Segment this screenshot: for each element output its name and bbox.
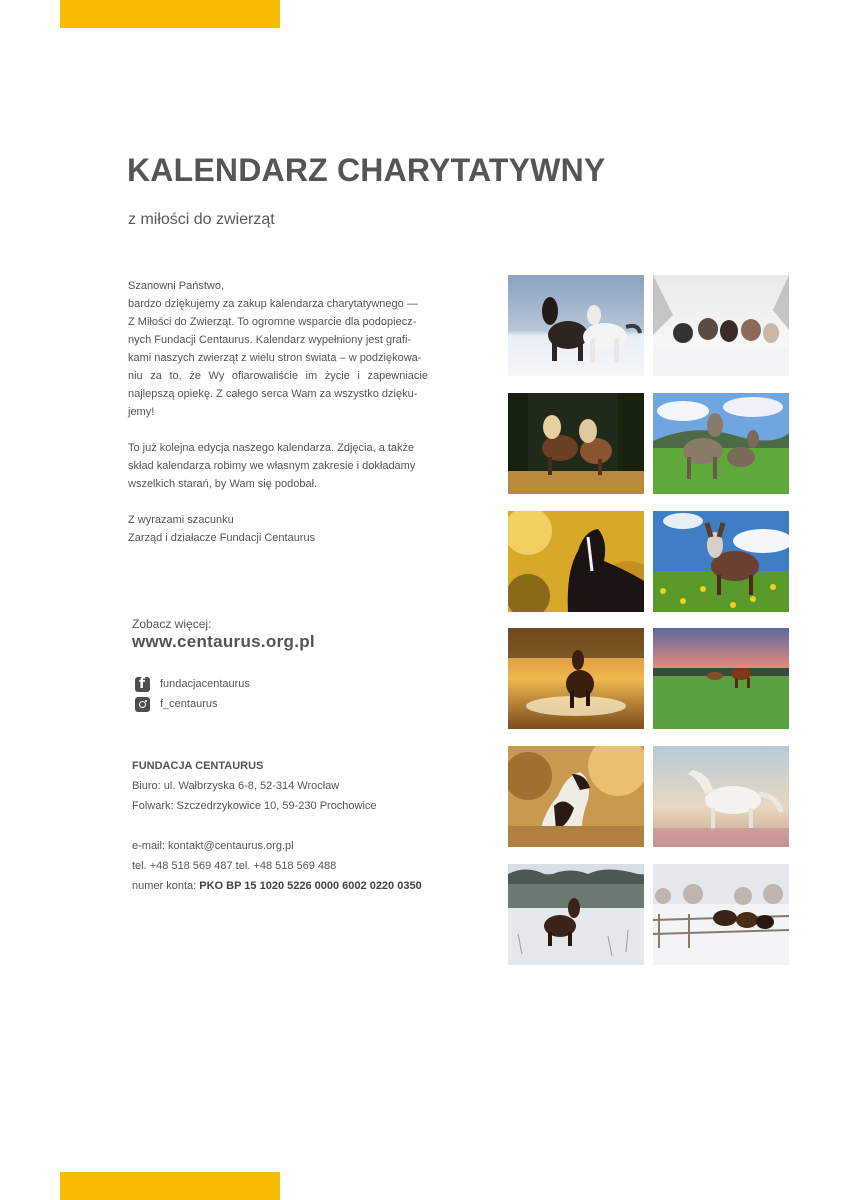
letter-line: To już kolejna edycja naszego kalendarza. Zdjęcia, a także	[128, 442, 415, 454]
instagram-link[interactable]	[135, 696, 385, 712]
letter-paragraph-2	[128, 439, 428, 493]
org-name: FUNDACJA CENTAURUS	[132, 760, 264, 772]
photo-image	[653, 864, 789, 965]
photo-image	[653, 275, 789, 376]
letter-line: Z Miłości do Zwierząt. To ogromne wsparcie dla podopiecz-	[128, 316, 417, 328]
facebook-handle: fundacjacentaurus	[160, 678, 250, 690]
letter-paragraph-1	[128, 277, 428, 421]
photo-herd-snow	[653, 275, 789, 376]
farm-address: Folwark: Szczedrzykowice 10, 59-230 Prochowice	[132, 800, 377, 812]
letter-line: Z wyrazami szacunku	[128, 514, 234, 526]
photo-donkey-flowers	[653, 511, 789, 612]
photo-image	[653, 393, 789, 494]
photo-horses-snow-fence	[653, 864, 789, 965]
photo-image	[653, 628, 789, 729]
photo-image	[508, 511, 644, 612]
photo-image	[508, 864, 644, 965]
phone-line: tel. +48 518 569 487 tel. +48 518 569 488	[132, 860, 337, 872]
letter-line: bardzo dziękujemy za zakup kalendarza charytatywnego —	[128, 298, 418, 310]
page-title: KALENDARZ CHARYTATYWNY	[127, 152, 606, 188]
instagram-handle: f_centaurus	[160, 698, 218, 710]
photo-pinto-grass	[508, 746, 644, 847]
photo-ponies-forest	[508, 393, 644, 494]
see-more-label: Zobacz więcej:	[132, 617, 212, 631]
letter-line: Zarząd i działacze Fundacji Centaurus	[128, 532, 316, 544]
letter-body	[128, 277, 428, 565]
photo-image	[653, 746, 789, 847]
email-line: e-mail: kontakt@centaurus.org.pl	[132, 840, 294, 852]
letter-line: najlepszą opiekę. Z całego serca Wam za wszystko dzięku-	[128, 388, 418, 400]
accent-bar-top	[60, 0, 280, 28]
letter-line: niu za to, że Wy ofiarowaliście im życie i zapewniacie	[128, 370, 428, 382]
letter-line: nych Fundacji Centaurus. Kalendarz wypełniony jest grafi-	[128, 334, 412, 346]
letter-line: wszelkich starań, by Wam się podobał.	[128, 478, 318, 490]
photo-white-horse	[653, 746, 789, 847]
facebook-icon	[135, 677, 150, 692]
photo-image	[508, 746, 644, 847]
instagram-icon	[135, 697, 150, 712]
letter-line: kami naszych zwierząt z wielu stron świata – w podziękowa-	[128, 352, 422, 364]
photo-ponies-snow	[508, 275, 644, 376]
photo-image	[508, 275, 644, 376]
letter-closing	[128, 511, 428, 547]
website-link[interactable]: www.centaurus.org.pl	[132, 632, 315, 651]
photo-horses-sunset	[653, 628, 789, 729]
photo-donkeys-meadow	[653, 393, 789, 494]
accent-bar-bottom	[60, 1172, 280, 1200]
page-subtitle: z miłości do zwierząt	[128, 211, 275, 228]
photo-horse-water	[508, 628, 644, 729]
letter-greeting: Szanowni Państwo,	[128, 280, 224, 292]
letter-line: skład kalendarza robimy we własnym zakresie i dokładamy	[128, 460, 416, 472]
account-label: numer konta:	[132, 880, 200, 892]
contact-block	[132, 756, 452, 896]
photo-image	[653, 511, 789, 612]
account-line	[132, 876, 452, 896]
letter-line: jemy!	[128, 406, 155, 418]
account-number: PKO BP 15 1020 5226 0000 6002 0220 0350	[199, 880, 422, 892]
office-address: Biuro: ul. Wałbrzyska 6-8, 52-314 Wrocław	[132, 780, 340, 792]
facebook-link[interactable]	[135, 676, 385, 692]
photo-pony-frost	[508, 864, 644, 965]
photo-horse-autumn	[508, 511, 644, 612]
photo-image	[508, 628, 644, 729]
photo-image	[508, 393, 644, 494]
